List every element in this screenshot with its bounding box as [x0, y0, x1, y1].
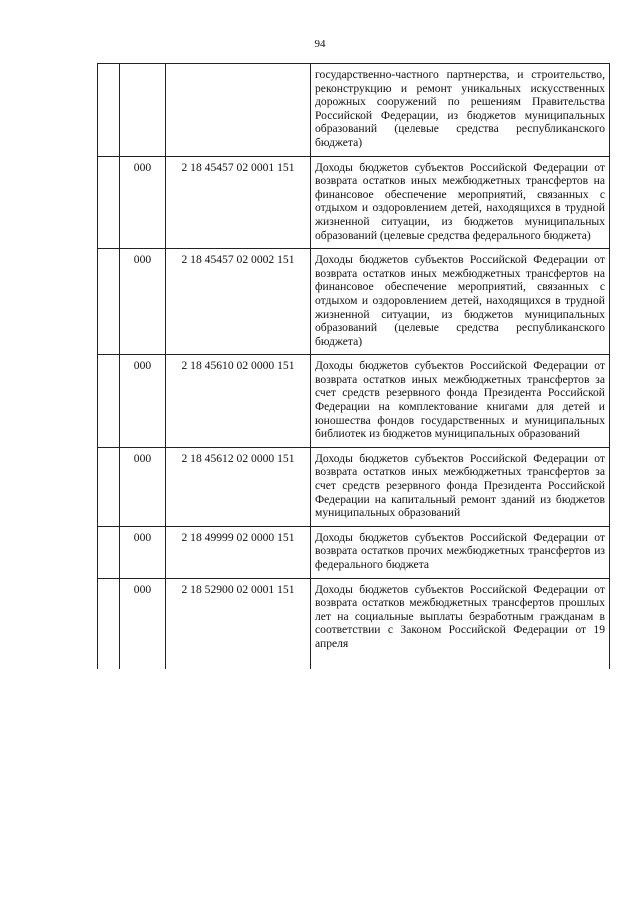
- revenue-code-cell: 2 18 45457 02 0001 151: [166, 156, 311, 249]
- budget-classification-table: [97, 63, 610, 669]
- table-row: [98, 355, 610, 448]
- table-row: [98, 249, 610, 355]
- revenue-code-cell: 2 18 49999 02 0000 151: [166, 526, 311, 578]
- table-row: [98, 526, 610, 578]
- admin-code-cell: 000: [120, 249, 166, 355]
- page-number: 94: [314, 38, 326, 50]
- revenue-name-cell: Доходы бюджетов субъектов Российской Федерации от возврата остатков иных межбюджетных трансфертов на финансовое обеспечение мероприятий, связанных с отдыхом и оздоровлением детей, находящихся в трудной жизненной ситуации, из бюджетов муниципальных образований (целевые средства федерального бюджета): [311, 156, 610, 249]
- revenue-name-cell: Доходы бюджетов субъектов Российской Федерации от возврата остатков прочих межбюджетных трансфертов из федерального бюджета: [311, 526, 610, 578]
- revenue-name-cell: государственно-частного партнерства, и строительство, реконструкцию и ремонт уникальных искусственных дорожных сооружений по решениям Правительства Российской Федерации, из бюджетов муниципальных образований (целевые средства республиканского бюджета): [311, 64, 610, 157]
- empty-cell: [98, 64, 120, 157]
- empty-cell: [98, 578, 120, 669]
- table-row: [98, 578, 610, 669]
- empty-cell: [98, 249, 120, 355]
- revenue-name-cell: Доходы бюджетов субъектов Российской Федерации от возврата остатков иных межбюджетных трансфертов за счет средств резервного фонда Президента Российской Федерации на комплектование книгами для детей и юношества фондов государственных и муниципальных библиотек из бюджетов муниципальных образований: [311, 355, 610, 448]
- revenue-code-cell: [166, 64, 311, 157]
- admin-code-cell: [120, 64, 166, 157]
- empty-cell: [98, 526, 120, 578]
- table-row: [98, 64, 610, 157]
- empty-cell: [98, 447, 120, 526]
- admin-code-cell: 000: [120, 355, 166, 448]
- table-row: [98, 447, 610, 526]
- revenue-name-cell: Доходы бюджетов субъектов Российской Федерации от возврата остатков межбюджетных трансфертов прошлых лет на социальные выплаты безработным гражданам в соответствии с Законом Российской Федерации от 19 апреля: [311, 578, 610, 669]
- revenue-code-cell: 2 18 45457 02 0002 151: [166, 249, 311, 355]
- empty-cell: [98, 355, 120, 448]
- admin-code-cell: 000: [120, 447, 166, 526]
- revenue-code-cell: 2 18 45610 02 0000 151: [166, 355, 311, 448]
- revenue-code-cell: 2 18 45612 02 0000 151: [166, 447, 311, 526]
- revenue-code-cell: 2 18 52900 02 0001 151: [166, 578, 311, 669]
- revenue-name-cell: Доходы бюджетов субъектов Российской Федерации от возврата остатков иных межбюджетных трансфертов на финансовое обеспечение мероприятий, связанных с отдыхом и оздоровлением детей, находящихся в трудной жизненной ситуации, из бюджетов муниципальных образований (целевые средства республиканского бюджета): [311, 249, 610, 355]
- admin-code-cell: 000: [120, 526, 166, 578]
- empty-cell: [98, 156, 120, 249]
- admin-code-cell: 000: [120, 156, 166, 249]
- revenue-name-cell: Доходы бюджетов субъектов Российской Федерации от возврата остатков иных межбюджетных трансфертов за счет средств резервного фонда Президента Российской Федерации на капитальный ремонт зданий из бюджетов муниципальных образований: [311, 447, 610, 526]
- table-row: [98, 156, 610, 249]
- admin-code-cell: 000: [120, 578, 166, 669]
